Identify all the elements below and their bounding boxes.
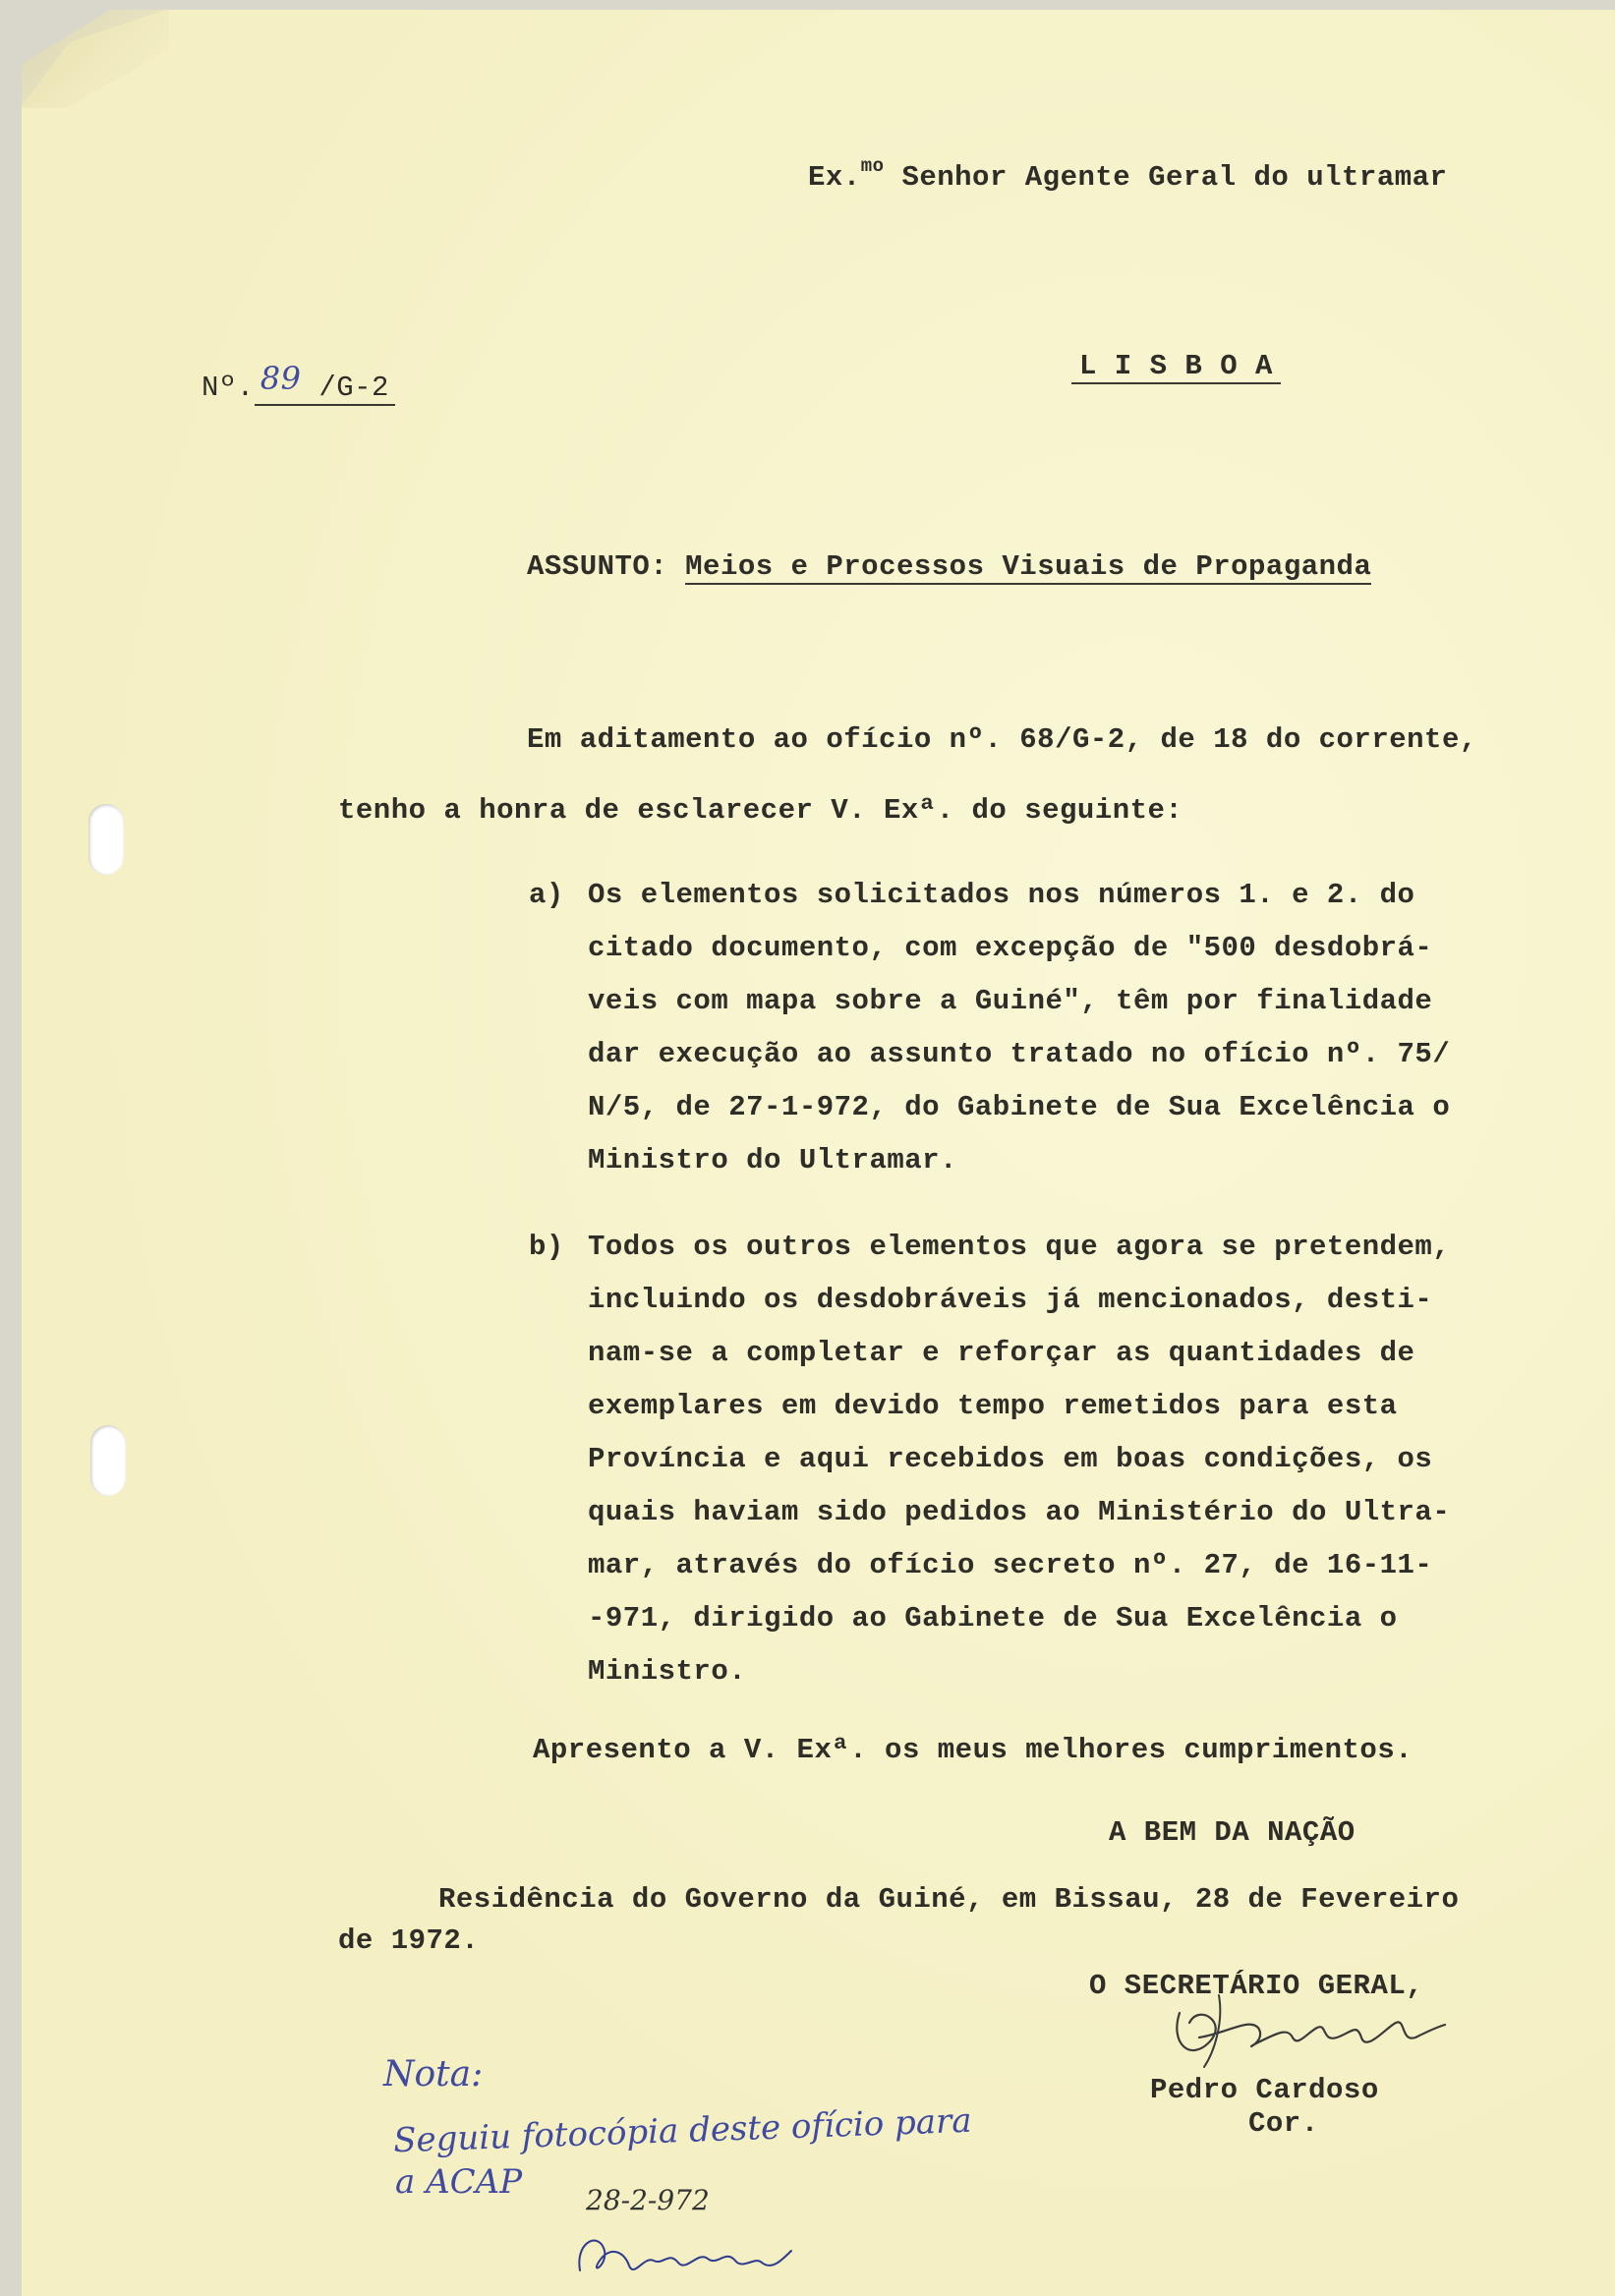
intro-line-2: tenho a honra de esclarecer V. Exª. do seguinte:	[338, 794, 1183, 827]
signer-title: O SECRETÁRIO GERAL,	[1089, 1970, 1424, 2002]
ref-suffix: /G-2	[318, 372, 389, 404]
reference-number	[202, 360, 395, 404]
note-line-2: a ACAP	[395, 2162, 523, 2202]
item-b-line: quais haviam sido pedidos ao Ministério do Ultra-	[588, 1496, 1451, 1528]
punch-hole-top	[88, 804, 124, 875]
addressee: Senhor Agente Geral do ultramar	[901, 161, 1448, 194]
subject-label: ASSUNTO:	[527, 550, 668, 583]
initials-paraph	[570, 2221, 796, 2290]
item-a-line: veis com mapa sobre a Guiné", têm por finalidade	[588, 985, 1433, 1017]
item-b-line: Todos os outros elementos que agora se pretendem,	[588, 1231, 1451, 1263]
place-date-line-2: de 1972.	[338, 1924, 480, 1957]
item-b-line: Província e aqui recebidos em boas condições, os	[588, 1443, 1433, 1475]
note-line-1: Seguiu fotocópia deste ofício para	[392, 2100, 973, 2161]
note-label: Nota:	[383, 2054, 484, 2095]
motto: A BEM DA NAÇÃO	[1109, 1816, 1355, 1849]
item-b-line: Ministro.	[588, 1655, 747, 1688]
place-date-line-1: Residência do Governo da Guiné, em Bissau, 28 de Fevereiro	[438, 1883, 1460, 1916]
punch-hole-bottom	[90, 1425, 126, 1496]
city: L I S B O A	[1071, 350, 1281, 384]
item-a-line: citado documento, com excepção de "500 desdobrá-	[588, 932, 1433, 964]
subject-text: Meios e Processos Visuais de Propaganda	[685, 550, 1372, 583]
item-b-line: incluindo os desdobráveis já mencionados, desti-	[588, 1284, 1433, 1316]
item-b-marker: b)	[529, 1231, 564, 1263]
intro-line-1: Em aditamento ao ofício nº. 68/G-2, de 18 do corrente,	[527, 723, 1477, 756]
signer-name: Pedro Cardoso	[1150, 2074, 1379, 2106]
item-a-line: Ministro do Ultramar.	[588, 1144, 957, 1177]
item-a-line: N/5, de 27-1-972, do Gabinete de Sua Excelência o	[588, 1091, 1451, 1123]
subject-line	[527, 550, 1371, 583]
addressee-line	[808, 155, 1447, 194]
city-heading	[1071, 350, 1281, 382]
ref-label: Nº.	[202, 372, 255, 404]
ref-number-handwritten: 89	[260, 360, 302, 397]
addressee-superscript: mo	[860, 155, 885, 177]
signer-rank: Cor.	[1248, 2107, 1319, 2140]
item-a-marker: a)	[529, 879, 564, 911]
item-b-line: nam-se a completar e reforçar as quantidades de	[588, 1337, 1415, 1369]
note-date: 28-2-972	[586, 2184, 710, 2216]
item-b-line: exemplares em devido tempo remetidos para esta	[588, 1390, 1398, 1422]
item-a-line: Os elementos solicitados nos números 1. e 2. do	[588, 879, 1415, 911]
closing-line: Apresento a V. Exª. os meus melhores cumprimentos.	[533, 1734, 1413, 1766]
signature	[1160, 1983, 1455, 2072]
addressee-prefix: Ex.	[808, 161, 861, 194]
item-b-line: mar, através do ofício secreto nº. 27, de 16-11-	[588, 1549, 1433, 1581]
item-b-line: -971, dirigido ao Gabinete de Sua Excelência o	[588, 1602, 1398, 1635]
item-a-line: dar execução ao assunto tratado no ofício nº. 75/	[588, 1038, 1451, 1070]
